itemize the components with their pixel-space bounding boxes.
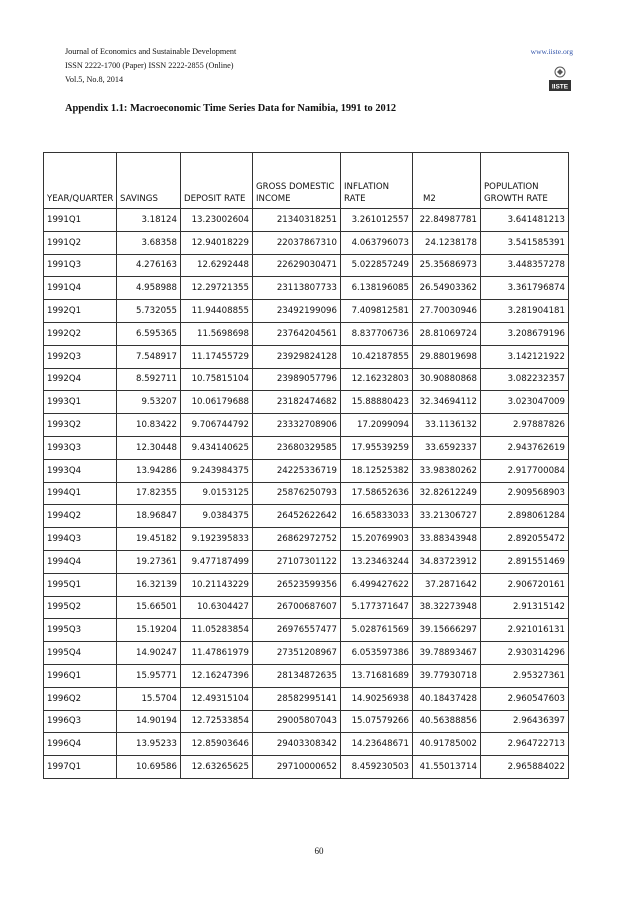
table-row: [44, 596, 569, 619]
cell-gross-domestic-income: 26976557477: [253, 619, 341, 642]
cell-m2: 33.1136132: [413, 414, 481, 437]
cell-savings: 10.69586: [117, 756, 181, 779]
table-row: [44, 277, 569, 300]
cell-deposit-rate: 12.72533854: [181, 710, 253, 733]
cell-population-growth-rate: 2.91315142: [481, 596, 569, 619]
cell-deposit-rate: 10.21143229: [181, 573, 253, 596]
cell-deposit-rate: 9.192395833: [181, 528, 253, 551]
cell-year-quarter: 1991Q3: [44, 254, 117, 277]
cell-population-growth-rate: 2.965884022: [481, 756, 569, 779]
cell-m2: 22.84987781: [413, 209, 481, 232]
cell-population-growth-rate: 2.892055472: [481, 528, 569, 551]
cell-population-growth-rate: 3.082232357: [481, 368, 569, 391]
cell-population-growth-rate: 2.917700084: [481, 459, 569, 482]
cell-savings: 18.96847: [117, 505, 181, 528]
cell-deposit-rate: 12.16247396: [181, 664, 253, 687]
cell-year-quarter: 1991Q1: [44, 209, 117, 232]
header-m2: M2: [413, 153, 481, 209]
table-row: [44, 550, 569, 573]
cell-year-quarter: 1991Q2: [44, 231, 117, 254]
cell-savings: 13.95233: [117, 733, 181, 756]
cell-inflation-rate: 14.23648671: [341, 733, 413, 756]
volume-line: Vol.5, No.8, 2014: [65, 75, 124, 84]
cell-population-growth-rate: 2.96436397: [481, 710, 569, 733]
cell-deposit-rate: 12.29721355: [181, 277, 253, 300]
table-row: [44, 368, 569, 391]
cell-inflation-rate: 17.2099094: [341, 414, 413, 437]
cell-year-quarter: 1994Q3: [44, 528, 117, 551]
table-row: [44, 573, 569, 596]
cell-savings: 17.82355: [117, 482, 181, 505]
cell-year-quarter: 1995Q1: [44, 573, 117, 596]
cell-savings: 7.548917: [117, 345, 181, 368]
cell-gross-domestic-income: 25876250793: [253, 482, 341, 505]
table-row: [44, 254, 569, 277]
cell-inflation-rate: 6.053597386: [341, 642, 413, 665]
cell-population-growth-rate: 3.541585391: [481, 231, 569, 254]
cell-population-growth-rate: 2.909568903: [481, 482, 569, 505]
cell-m2: 25.35686973: [413, 254, 481, 277]
cell-gross-domestic-income: 27351208967: [253, 642, 341, 665]
cell-deposit-rate: 9.243984375: [181, 459, 253, 482]
cell-savings: 9.53207: [117, 391, 181, 414]
cell-year-quarter: 1993Q1: [44, 391, 117, 414]
cell-savings: 14.90247: [117, 642, 181, 665]
cell-inflation-rate: 7.409812581: [341, 300, 413, 323]
table-row: [44, 345, 569, 368]
cell-inflation-rate: 5.177371647: [341, 596, 413, 619]
cell-year-quarter: 1997Q1: [44, 756, 117, 779]
header-savings: SAVINGS: [117, 153, 181, 209]
cell-year-quarter: 1995Q4: [44, 642, 117, 665]
cell-deposit-rate: 10.6304427: [181, 596, 253, 619]
journal-url[interactable]: www.iiste.org: [530, 47, 573, 56]
cell-year-quarter: 1992Q1: [44, 300, 117, 323]
cell-year-quarter: 1992Q3: [44, 345, 117, 368]
cell-m2: 33.21306727: [413, 505, 481, 528]
table-row: [44, 664, 569, 687]
cell-savings: 19.45182: [117, 528, 181, 551]
table-row: [44, 642, 569, 665]
cell-deposit-rate: 12.49315104: [181, 687, 253, 710]
cell-population-growth-rate: 2.943762619: [481, 436, 569, 459]
cell-deposit-rate: 10.06179688: [181, 391, 253, 414]
macro-data-table: [43, 152, 569, 779]
cell-savings: 19.27361: [117, 550, 181, 573]
table-row: [44, 687, 569, 710]
cell-inflation-rate: 13.23463244: [341, 550, 413, 573]
cell-year-quarter: 1993Q4: [44, 459, 117, 482]
cell-deposit-rate: 12.94018229: [181, 231, 253, 254]
table-row: [44, 710, 569, 733]
cell-m2: 24.1238178: [413, 231, 481, 254]
cell-year-quarter: 1996Q4: [44, 733, 117, 756]
table-row: [44, 733, 569, 756]
header-gross-domestic-income: GROSS DOMESTIC INCOME: [253, 153, 341, 209]
cell-inflation-rate: 16.65833033: [341, 505, 413, 528]
cell-inflation-rate: 14.90256938: [341, 687, 413, 710]
cell-gross-domestic-income: 22037867310: [253, 231, 341, 254]
cell-deposit-rate: 12.6292448: [181, 254, 253, 277]
cell-inflation-rate: 4.063796073: [341, 231, 413, 254]
cell-gross-domestic-income: 27107301122: [253, 550, 341, 573]
cell-savings: 3.18124: [117, 209, 181, 232]
cell-population-growth-rate: 3.448357278: [481, 254, 569, 277]
cell-population-growth-rate: 2.960547603: [481, 687, 569, 710]
issn-line: ISSN 2222-1700 (Paper) ISSN 2222-2855 (Online): [65, 61, 234, 70]
cell-inflation-rate: 5.028761569: [341, 619, 413, 642]
cell-deposit-rate: 11.94408855: [181, 300, 253, 323]
cell-inflation-rate: 15.20769903: [341, 528, 413, 551]
cell-gross-domestic-income: 29005807043: [253, 710, 341, 733]
cell-m2: 38.32273948: [413, 596, 481, 619]
cell-gross-domestic-income: 26862972752: [253, 528, 341, 551]
svg-text:IISTE: IISTE: [551, 83, 569, 91]
cell-m2: 37.2871642: [413, 573, 481, 596]
cell-savings: 15.66501: [117, 596, 181, 619]
table-row: [44, 231, 569, 254]
cell-gross-domestic-income: 26700687607: [253, 596, 341, 619]
cell-inflation-rate: 15.88880423: [341, 391, 413, 414]
cell-inflation-rate: 12.16232803: [341, 368, 413, 391]
cell-m2: 33.98380262: [413, 459, 481, 482]
cell-year-quarter: 1992Q4: [44, 368, 117, 391]
cell-m2: 39.78893467: [413, 642, 481, 665]
table-row: [44, 619, 569, 642]
cell-m2: 40.91785002: [413, 733, 481, 756]
header-deposit-rate: DEPOSIT RATE: [181, 153, 253, 209]
cell-savings: 4.958988: [117, 277, 181, 300]
cell-gross-domestic-income: 23764204561: [253, 322, 341, 345]
cell-year-quarter: 1994Q1: [44, 482, 117, 505]
iiste-logo: [548, 65, 572, 93]
cell-gross-domestic-income: 23680329585: [253, 436, 341, 459]
cell-inflation-rate: 17.58652636: [341, 482, 413, 505]
cell-population-growth-rate: 2.906720161: [481, 573, 569, 596]
cell-gross-domestic-income: 28134872635: [253, 664, 341, 687]
cell-gross-domestic-income: 23332708906: [253, 414, 341, 437]
cell-savings: 10.83422: [117, 414, 181, 437]
cell-deposit-rate: 11.47861979: [181, 642, 253, 665]
cell-deposit-rate: 9.706744792: [181, 414, 253, 437]
cell-m2: 40.18437428: [413, 687, 481, 710]
header-year-quarter: YEAR/QUARTER: [44, 153, 117, 209]
cell-population-growth-rate: 3.023047009: [481, 391, 569, 414]
cell-deposit-rate: 9.0153125: [181, 482, 253, 505]
cell-inflation-rate: 17.95539259: [341, 436, 413, 459]
cell-deposit-rate: 13.23002604: [181, 209, 253, 232]
cell-gross-domestic-income: 24225336719: [253, 459, 341, 482]
cell-population-growth-rate: 2.898061284: [481, 505, 569, 528]
cell-gross-domestic-income: 23113807733: [253, 277, 341, 300]
cell-year-quarter: 1996Q2: [44, 687, 117, 710]
table-row: [44, 459, 569, 482]
cell-inflation-rate: 6.499427622: [341, 573, 413, 596]
cell-year-quarter: 1991Q4: [44, 277, 117, 300]
cell-population-growth-rate: 2.97887826: [481, 414, 569, 437]
cell-gross-domestic-income: 23492199096: [253, 300, 341, 323]
table-row: [44, 414, 569, 437]
table-row: [44, 322, 569, 345]
header-population-growth-rate: POPULATION GROWTH RATE: [481, 153, 569, 209]
cell-m2: 27.70030946: [413, 300, 481, 323]
journal-header: [65, 45, 573, 87]
cell-population-growth-rate: 3.641481213: [481, 209, 569, 232]
cell-gross-domestic-income: 21340318251: [253, 209, 341, 232]
cell-deposit-rate: 10.75815104: [181, 368, 253, 391]
cell-year-quarter: 1993Q3: [44, 436, 117, 459]
table-row: [44, 436, 569, 459]
cell-gross-domestic-income: 26452622642: [253, 505, 341, 528]
cell-year-quarter: 1995Q2: [44, 596, 117, 619]
cell-population-growth-rate: 2.930314296: [481, 642, 569, 665]
cell-savings: 15.95771: [117, 664, 181, 687]
table-row: [44, 482, 569, 505]
header-inflation-rate: INFLATION RATE: [341, 153, 413, 209]
table-row: [44, 209, 569, 232]
cell-deposit-rate: 9.477187499: [181, 550, 253, 573]
cell-savings: 16.32139: [117, 573, 181, 596]
cell-m2: 40.56388856: [413, 710, 481, 733]
cell-deposit-rate: 11.05283854: [181, 619, 253, 642]
table-header-row: [44, 153, 569, 209]
cell-savings: 3.68358: [117, 231, 181, 254]
cell-savings: 15.5704: [117, 687, 181, 710]
cell-m2: 29.88019698: [413, 345, 481, 368]
cell-gross-domestic-income: 26523599356: [253, 573, 341, 596]
table-row: [44, 300, 569, 323]
cell-savings: 5.732055: [117, 300, 181, 323]
cell-m2: 32.34694112: [413, 391, 481, 414]
cell-year-quarter: 1994Q2: [44, 505, 117, 528]
journal-name: Journal of Economics and Sustainable Development: [65, 47, 237, 56]
cell-population-growth-rate: 3.208679196: [481, 322, 569, 345]
table-row: [44, 505, 569, 528]
cell-population-growth-rate: 2.921016131: [481, 619, 569, 642]
cell-savings: 4.276163: [117, 254, 181, 277]
cell-deposit-rate: 11.5698698: [181, 322, 253, 345]
table-row: [44, 391, 569, 414]
cell-deposit-rate: 12.85903646: [181, 733, 253, 756]
cell-year-quarter: 1996Q3: [44, 710, 117, 733]
cell-deposit-rate: 12.63265625: [181, 756, 253, 779]
cell-savings: 14.90194: [117, 710, 181, 733]
cell-gross-domestic-income: 29403308342: [253, 733, 341, 756]
cell-savings: 13.94286: [117, 459, 181, 482]
cell-inflation-rate: 8.459230503: [341, 756, 413, 779]
page-number: 60: [314, 846, 324, 856]
cell-inflation-rate: 6.138196085: [341, 277, 413, 300]
cell-m2: 33.88343948: [413, 528, 481, 551]
cell-deposit-rate: 11.17455729: [181, 345, 253, 368]
cell-year-quarter: 1993Q2: [44, 414, 117, 437]
table-row: [44, 756, 569, 779]
cell-deposit-rate: 9.434140625: [181, 436, 253, 459]
cell-m2: 33.6592337: [413, 436, 481, 459]
cell-population-growth-rate: 2.891551469: [481, 550, 569, 573]
cell-m2: 28.81069724: [413, 322, 481, 345]
table-row: [44, 528, 569, 551]
cell-savings: 15.19204: [117, 619, 181, 642]
cell-m2: 32.82612249: [413, 482, 481, 505]
cell-year-quarter: 1995Q3: [44, 619, 117, 642]
cell-m2: 30.90880868: [413, 368, 481, 391]
cell-m2: 39.77930718: [413, 664, 481, 687]
cell-year-quarter: 1996Q1: [44, 664, 117, 687]
cell-m2: 41.55013714: [413, 756, 481, 779]
cell-savings: 12.30448: [117, 436, 181, 459]
cell-gross-domestic-income: 23989057796: [253, 368, 341, 391]
cell-inflation-rate: 18.12525382: [341, 459, 413, 482]
cell-population-growth-rate: 3.142121922: [481, 345, 569, 368]
cell-gross-domestic-income: 22629030471: [253, 254, 341, 277]
cell-gross-domestic-income: 29710000652: [253, 756, 341, 779]
cell-inflation-rate: 3.261012557: [341, 209, 413, 232]
cell-inflation-rate: 8.837706736: [341, 322, 413, 345]
cell-year-quarter: 1994Q4: [44, 550, 117, 573]
cell-gross-domestic-income: 23182474682: [253, 391, 341, 414]
cell-gross-domestic-income: 23929824128: [253, 345, 341, 368]
cell-inflation-rate: 13.71681689: [341, 664, 413, 687]
cell-population-growth-rate: 2.964722713: [481, 733, 569, 756]
cell-year-quarter: 1992Q2: [44, 322, 117, 345]
cell-savings: 6.595365: [117, 322, 181, 345]
cell-m2: 34.83723912: [413, 550, 481, 573]
cell-m2: 39.15666297: [413, 619, 481, 642]
cell-population-growth-rate: 3.281904181: [481, 300, 569, 323]
cell-population-growth-rate: 2.95327361: [481, 664, 569, 687]
cell-inflation-rate: 15.07579266: [341, 710, 413, 733]
cell-inflation-rate: 10.42187855: [341, 345, 413, 368]
cell-gross-domestic-income: 28582995141: [253, 687, 341, 710]
cell-population-growth-rate: 3.361796874: [481, 277, 569, 300]
cell-inflation-rate: 5.022857249: [341, 254, 413, 277]
appendix-title: Appendix 1.1: Macroeconomic Time Series Data for Namibia, 1991 to 2012: [65, 103, 397, 114]
cell-m2: 26.54903362: [413, 277, 481, 300]
cell-deposit-rate: 9.0384375: [181, 505, 253, 528]
cell-savings: 8.592711: [117, 368, 181, 391]
